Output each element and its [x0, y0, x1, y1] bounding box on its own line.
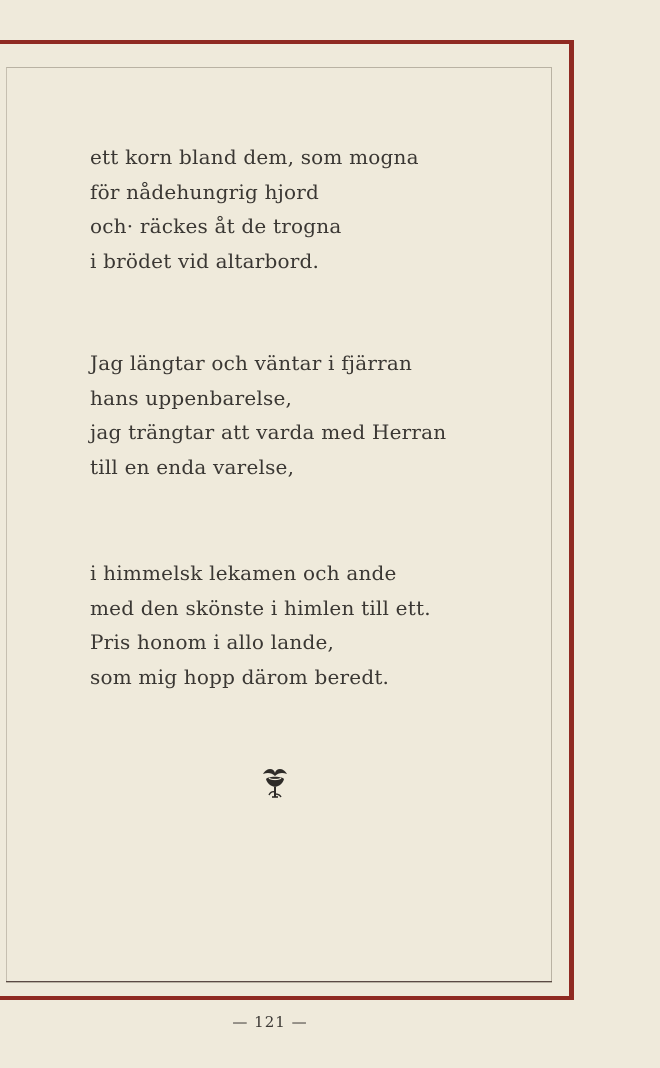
poem-line: Jag längtar och väntar i fjärran: [90, 351, 413, 375]
poem-stanza-3: [90, 556, 560, 694]
bottom-rule: [6, 981, 552, 982]
poem-line: för nådehungrig hjord: [90, 179, 320, 204]
poem-line: jag trängtar att varda med Herran: [90, 420, 447, 444]
poem-stanza-2: [90, 346, 560, 484]
poem-line: Pris honom i allo lande,: [90, 630, 335, 654]
poem-stanza-1: [90, 140, 560, 278]
poem-line: i himmelsk lekamen och ande: [90, 561, 397, 585]
poem-line: ett korn bland dem, som mogna: [90, 145, 419, 169]
page-number: — 121 —: [232, 1013, 308, 1031]
poem-line: hans uppenbarelse,: [90, 385, 293, 410]
poem-line: till en enda varelse,: [90, 454, 295, 479]
floral-vignette-icon: [258, 764, 292, 802]
poem-line: med den skönste i himlen till ett.: [90, 595, 431, 620]
poem-line: i brödet vid altarbord.: [90, 248, 320, 273]
poem-line: och· räckes åt de trogna: [90, 214, 342, 238]
poem-line: som mig hopp därom beredt.: [90, 664, 390, 689]
